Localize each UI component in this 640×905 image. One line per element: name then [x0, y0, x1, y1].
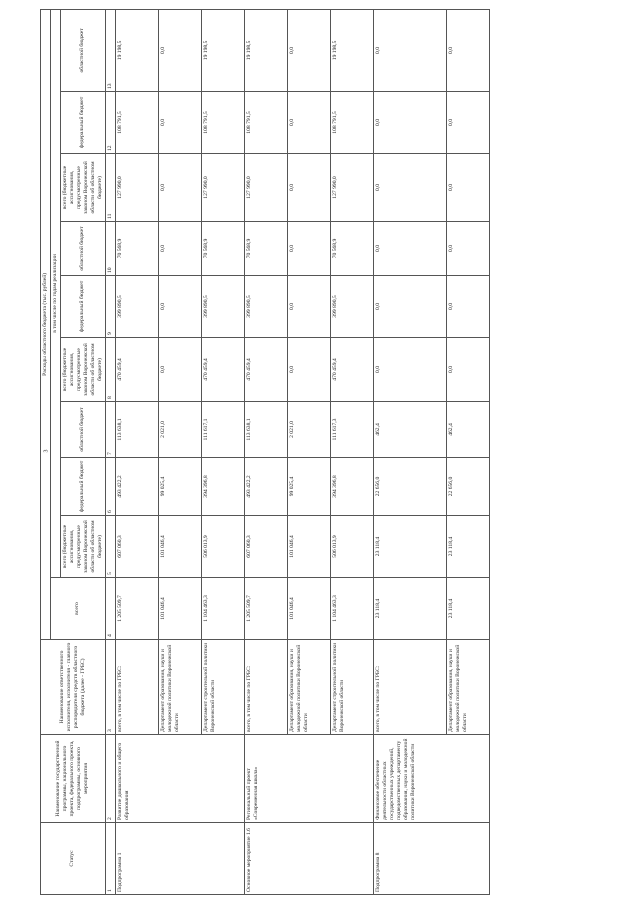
cell-value: 506 013,9 [330, 516, 373, 578]
cell-value: 462,4 [446, 402, 489, 458]
header-regional-2019: областной бюджет [60, 402, 105, 458]
cell-value: 108 791,5 [330, 92, 373, 154]
cell-value: 108 791,5 [115, 92, 158, 154]
cell-value: 0,0 [446, 154, 489, 222]
cell-value: 99 025,4 [158, 458, 201, 516]
table-row [244, 9, 287, 894]
cell-value: 101 046,4 [287, 516, 330, 578]
cell-value: 0,0 [158, 9, 201, 91]
header-federal-2020: федеральный бюджет [60, 276, 105, 338]
cell-value: 0,0 [158, 222, 201, 276]
cell-status: Подпрограмма 8 [373, 823, 489, 895]
cell-value: 0,0 [158, 276, 201, 338]
header-all-receipts-2019: всего (бюджетные ассигнования, предусмотренные законом Воронежской области об областном бюджете) [60, 516, 105, 578]
cell-value: 101 046,4 [287, 578, 330, 640]
header-all-receipts-2020: всего (бюджетные ассигнования, предусмотренные законом Воронежской области об областном бюджете) [60, 338, 105, 402]
header-federal-2019: федеральный бюджет [60, 458, 105, 516]
cell-value: 23 118,4 [446, 578, 489, 640]
header-status: Статус [41, 823, 106, 895]
cell-value: 1 205 509,7 [115, 578, 158, 640]
cell-value: 0,0 [446, 338, 489, 402]
cell-value: 22 656,0 [446, 458, 489, 516]
cell-value: 0,0 [287, 338, 330, 402]
header-total: всего [50, 578, 105, 640]
cell-value: 0,0 [373, 9, 446, 91]
cell-value: 0,0 [158, 92, 201, 154]
cell-value: 399 890,5 [244, 276, 287, 338]
cell-value: 0,0 [446, 276, 489, 338]
cell-value: 399 890,5 [201, 276, 244, 338]
col-index: 11 [105, 154, 115, 222]
cell-value: 0,0 [287, 9, 330, 91]
cell-value: 394 396,8 [330, 458, 373, 516]
col-index: 7 [105, 402, 115, 458]
cell-value: 0,0 [373, 92, 446, 154]
cell-value: 127 990,0 [115, 154, 158, 222]
cell-value: 394 396,8 [201, 458, 244, 516]
cell-value: 101 046,4 [158, 578, 201, 640]
cell-value: 127 990,0 [244, 154, 287, 222]
cell-value: 2 021,0 [158, 402, 201, 458]
col-index: 1 [105, 823, 115, 895]
col-index: 5 [105, 516, 115, 578]
column-index-row [105, 9, 115, 894]
cell-value: 0,0 [373, 154, 446, 222]
col-index: 4 [105, 578, 115, 640]
cell-value: 19 198,5 [115, 9, 158, 91]
cell-value: 1 104 463,3 [330, 578, 373, 640]
cell-value: 0,0 [446, 222, 489, 276]
header-federal-2021: федеральный бюджет [60, 92, 105, 154]
budget-table [40, 9, 490, 895]
table-row [373, 9, 446, 894]
col-index: 10 [105, 222, 115, 276]
col-index: 8 [105, 338, 115, 402]
cell-value: 108 791,5 [244, 92, 287, 154]
cell-value: 0,0 [373, 276, 446, 338]
cell-value: 70 568,9 [244, 222, 287, 276]
page-number: 3 [43, 449, 50, 453]
cell-value: 0,0 [373, 338, 446, 402]
cell-value: 101 046,4 [158, 516, 201, 578]
cell-value: 22 656,0 [373, 458, 446, 516]
cell-value: 19 198,5 [201, 9, 244, 91]
cell-value: 506 013,9 [201, 516, 244, 578]
cell-grbs: Департамент строительной политики Воронежской области [201, 640, 244, 735]
col-index: 13 [105, 9, 115, 91]
cell-value: 113 638,1 [115, 402, 158, 458]
cell-grbs: всего, в том числе по ГРБС: [115, 640, 158, 735]
col-index: 2 [105, 735, 115, 823]
rotated-page [40, 10, 600, 895]
cell-grbs: Департамент образования, науки и молодежной политики Воронежской области [446, 640, 489, 735]
col-index: 12 [105, 92, 115, 154]
table-row [115, 9, 158, 894]
cell-grbs: Департамент образования, науки и молодежной политики Воронежской области [158, 640, 201, 735]
cell-value: 0,0 [287, 154, 330, 222]
header-name: Наименование государственной программы, национального проекта, федерального проекта, подпрограммы, основного мероприятия [41, 735, 106, 823]
header-regional-2021: областной бюджет [60, 9, 105, 91]
cell-value: 0,0 [287, 92, 330, 154]
cell-value: 493 422,2 [244, 458, 287, 516]
cell-value: 0,0 [287, 276, 330, 338]
cell-value: 607 060,3 [244, 516, 287, 578]
cell-value: 399 890,5 [115, 276, 158, 338]
cell-value: 0,0 [373, 222, 446, 276]
header-grbs: Наименование ответственного исполнителя, исполнителя - главного распорядителя средств областного бюджета (далее - ГРБС) [41, 640, 106, 735]
col-index: 9 [105, 276, 115, 338]
cell-value: 108 791,5 [201, 92, 244, 154]
cell-value: 23 118,4 [373, 516, 446, 578]
cell-value: 0,0 [158, 154, 201, 222]
cell-value: 23 118,4 [446, 516, 489, 578]
cell-value: 111 617,3 [330, 402, 373, 458]
cell-value: 462,4 [373, 402, 446, 458]
cell-value: 70 568,9 [115, 222, 158, 276]
cell-value: 399 890,5 [330, 276, 373, 338]
cell-value: 113 638,1 [244, 402, 287, 458]
cell-value: 70 568,9 [201, 222, 244, 276]
cell-value: 0,0 [287, 222, 330, 276]
cell-grbs: всего, в том числе по ГРБС: [244, 640, 287, 735]
header-by-years: в том числе по годам реализации [50, 9, 60, 577]
cell-value: 19 198,5 [330, 9, 373, 91]
cell-value: 470 459,4 [330, 338, 373, 402]
cell-value: 0,0 [158, 338, 201, 402]
cell-status: Основное мероприятие 1.6 [244, 823, 373, 895]
cell-name: Финансовое обеспечение деятельности областных государственных учреждений, подведомственных департаменту образования, науки и молодежной политики Воронежской области [373, 735, 489, 823]
cell-status: Подпрограмма 1 [115, 823, 244, 895]
cell-value: 607 060,3 [115, 516, 158, 578]
col-index: 3 [105, 640, 115, 735]
cell-value: 470 459,4 [201, 338, 244, 402]
cell-value: 2 021,0 [287, 402, 330, 458]
cell-value: 70 568,9 [330, 222, 373, 276]
header-expenses: Расходы областного бюджета (тыс. рублей) [41, 9, 51, 639]
header-regional-2020: областной бюджет [60, 222, 105, 276]
col-index: 6 [105, 458, 115, 516]
cell-value: 111 617,1 [201, 402, 244, 458]
cell-name: Региональный проект «Современная школа» [244, 735, 373, 823]
cell-grbs: Департамент образования, науки и молодежной политики Воронежской области [287, 640, 330, 735]
cell-value: 470 459,4 [244, 338, 287, 402]
cell-value: 493 422,2 [115, 458, 158, 516]
cell-value: 127 990,0 [330, 154, 373, 222]
cell-value: 19 198,5 [244, 9, 287, 91]
cell-value: 0,0 [446, 9, 489, 91]
cell-name: Развитие дошкольного и общего образования [115, 735, 244, 823]
cell-value: 1 104 463,3 [201, 578, 244, 640]
cell-value: 1 205 509,7 [244, 578, 287, 640]
cell-grbs: всего, в том числе по ГРБС: [373, 640, 446, 735]
cell-value: 23 118,4 [373, 578, 446, 640]
cell-value: 99 025,4 [287, 458, 330, 516]
cell-value: 0,0 [446, 92, 489, 154]
cell-value: 470 459,4 [115, 338, 158, 402]
cell-value: 127 990,0 [201, 154, 244, 222]
cell-grbs: Департамент строительной политики Воронежской области [330, 640, 373, 735]
header-all-receipts-2021: всего (бюджетные ассигнования, предусмотренные законом Воронежской области об областном бюджете) [60, 154, 105, 222]
